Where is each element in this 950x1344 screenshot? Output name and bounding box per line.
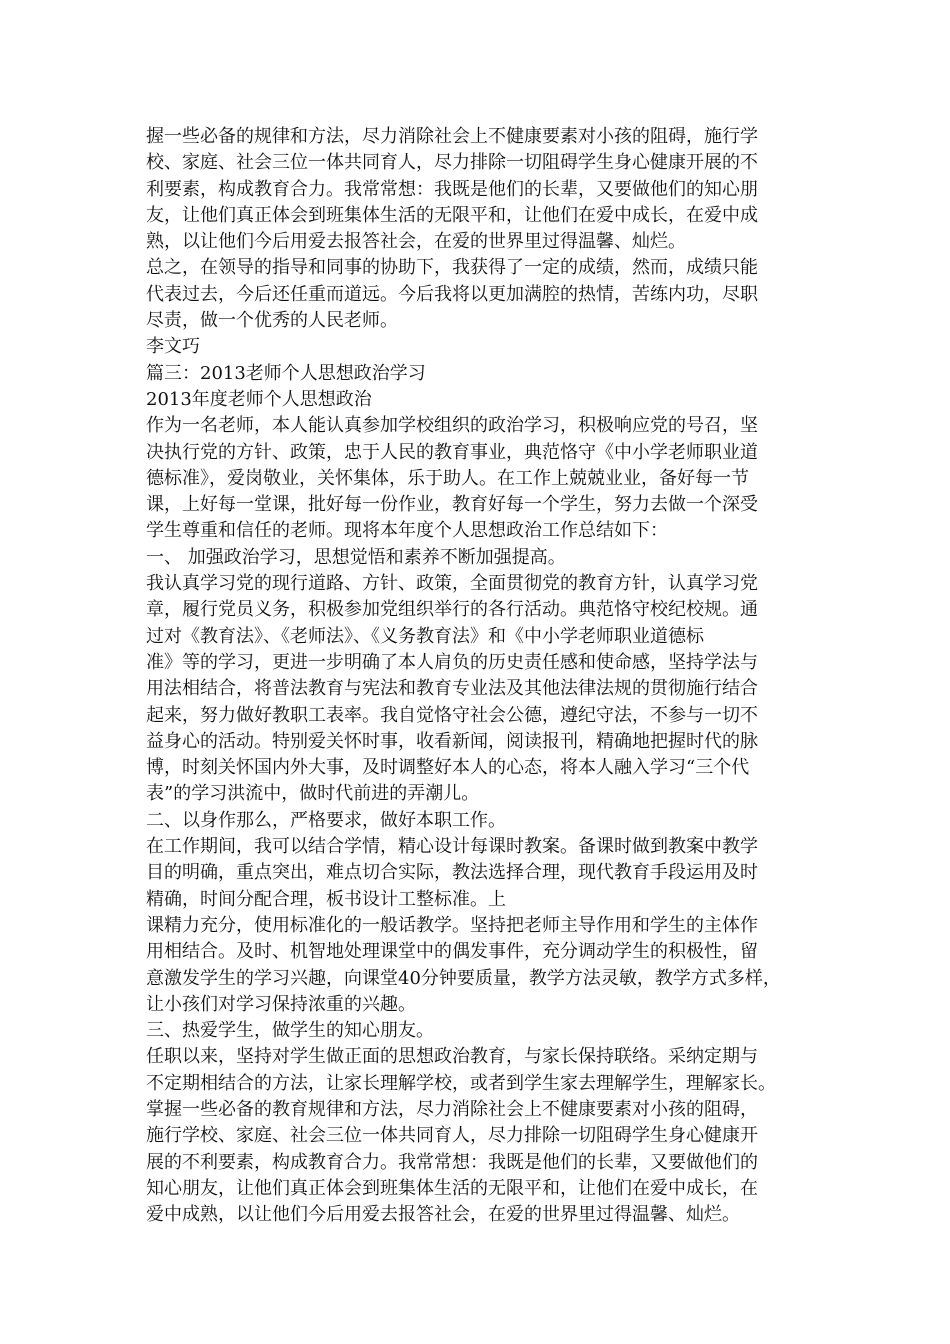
text-line: 课精力充分，使用标准化的一般话教学。坚持把老师主导作用和学生的主体作 — [146, 914, 758, 936]
text-line: 知心朋友，让他们真正体会到班集体生活的无限平和，让他们在爱中成长，在 — [146, 1177, 758, 1199]
text-line: 过对《教育法》、《老师法》、《义务教育法》和《中小学老师职业道德标 — [146, 625, 704, 647]
text-line: 友，让他们真正体会到班集体生活的无限平和，让他们在爱中成长，在爱中成 — [146, 204, 758, 226]
text-line: 让小孩们对学习保持浓重的兴趣。 — [146, 993, 416, 1015]
text-line: 精确，时间分配合理，板书设计工整标准。上 — [146, 888, 506, 910]
text-line: 李文巧 — [146, 336, 200, 358]
text-line: 总之，在领导的指导和同事的协助下，我获得了一定的成绩，然而，成绩只能 — [146, 257, 758, 279]
text-line: 用法相结合，将普法教育与宪法和教育专业法及其他法律法规的贯彻施行结合 — [146, 678, 758, 700]
text-line: 三、热爱学生，做学生的知心朋友。 — [146, 1020, 434, 1042]
text-line: 作为一名老师，本人能认真参加学校组织的政治学习，积极响应党的号召，坚 — [146, 415, 758, 437]
text-line: 学生尊重和信任的老师。现将本年度个人思想政治工作总结如下： — [146, 520, 668, 542]
text-line: 在工作期间，我可以结合学情，精心设计每课时教案。备课时做到教案中教学 — [146, 836, 758, 858]
text-line: 尽责，做一个优秀的人民老师。 — [146, 310, 398, 332]
text-line: 代表过去，今后还任重而道远。今后我将以更加满腔的热情，苦练内功，尽职 — [146, 283, 758, 305]
text-line: 握一些必备的规律和方法，尽力消除社会上不健康要素对小孩的阻碍，施行学 — [146, 126, 758, 147]
text-line: 利要素，构成教育合力。我常常想：我既是他们的长辈，又要做他们的知心朋 — [146, 178, 758, 200]
text-line: 课，上好每一堂课，批好每一份作业，教育好每一个学生，努力去做一个深受 — [146, 494, 758, 516]
text-line: 决执行党的方针、政策，忠于人民的教育事业，典范恪守《中小学老师职业道 — [146, 441, 758, 463]
text-line: 不定期相结合的方法，让家长理解学校，或者到学生家去理解学生，理解家长。 — [146, 1072, 776, 1094]
text-line: 我认真学习党的现行道路、方针、政策，全面贯彻党的教育方针，认真学习党 — [146, 573, 758, 595]
text-line: 目的明确，重点突出，难点切合实际，教法选择合理，现代教育手段运用及时 — [146, 862, 758, 884]
text-line: 一、 加强政治学习，思想觉悟和素养不断加强提高。 — [146, 546, 566, 568]
text-line: 校、家庭、社会三位一体共同育人，尽力排除一切阻碍学生身心健康开展的不 — [146, 152, 758, 174]
text-line: 德标准》，爱岗敬业，关怀集体，乐于助人。在工作上兢兢业业，备好每一节 — [146, 467, 749, 489]
text-line: 施行学校、家庭、社会三位一体共同育人，尽力排除一切阻碍学生身心健康开 — [146, 1125, 758, 1147]
text-line: 展的不利要素，构成教育合力。我常常想：我既是他们的长辈，又要做他们的 — [146, 1151, 758, 1173]
text-line: 爱中成熟，以让他们今后用爱去报答社会，在爱的世界里过得温馨、灿烂。 — [146, 1204, 740, 1226]
text-line: 博，时刻关怀国内外大事，及时调整好本人的心态，将本人融入学习“三个代 — [146, 757, 750, 779]
text-line: 2013年度老师个人思想政治 — [146, 388, 372, 410]
text-line: 起来，努力做好教职工表率。我自觉恪守社会公德，遵纪守法，不参与一切不 — [146, 704, 758, 726]
text-line: 益身心的活动。特别爱关怀时事，收看新闻，阅读报刊，精确地把握时代的脉 — [146, 730, 758, 752]
text-line: 二、以身作那么，严格要求，做好本职工作。 — [146, 809, 506, 831]
text-line: 篇三：2013老师个人思想政治学习 — [146, 362, 426, 384]
text-line: 准》等的学习，更进一步明确了本人肩负的历史责任感和使命感，坚持学法与 — [146, 651, 758, 673]
text-line: 用相结合。及时、机智地处理课堂中的偶发事件，充分调动学生的积极性，留 — [146, 941, 758, 963]
text-line: 熟，以让他们今后用爱去报答社会，在爱的世界里过得温馨、灿烂。 — [146, 231, 686, 253]
text-line: 表”的学习洪流中，做时代前进的弄潮儿。 — [146, 783, 480, 805]
text-line: 意激发学生的学习兴趣，向课堂40分钟要质量，教学方法灵敏，教学方式多样， — [146, 967, 781, 989]
text-line: 章，履行党员义务，积极参加党组织举行的各行活动。典范恪守校纪校规。通 — [146, 599, 758, 621]
text-line: 掌握一些必备的教育规律和方法，尽力消除社会上不健康要素对小孩的阻碍， — [146, 1098, 758, 1120]
text-line: 任职以来，坚持对学生做正面的思想政治教育，与家长保持联络。采纳定期与 — [146, 1046, 758, 1068]
document-body — [146, 124, 826, 1228]
